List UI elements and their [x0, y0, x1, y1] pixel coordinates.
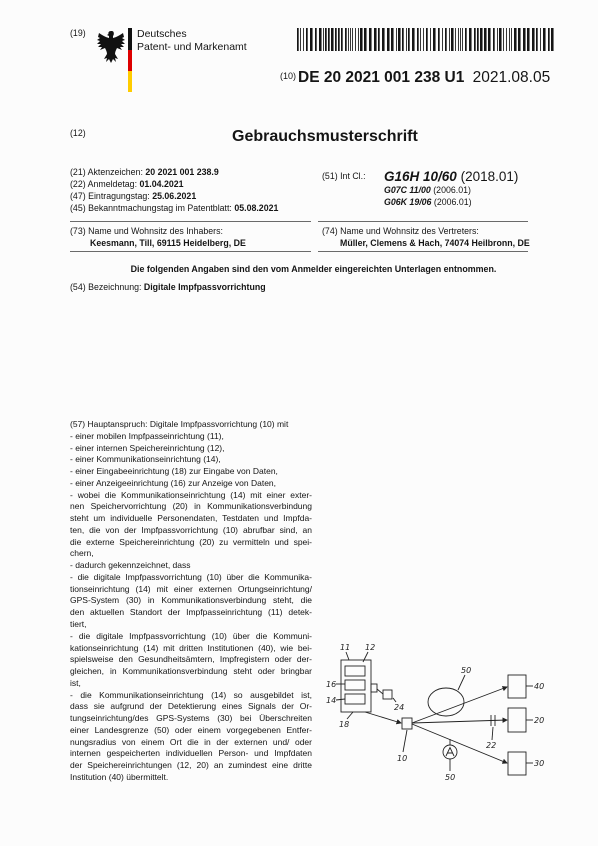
ipc-class [384, 196, 472, 208]
link-to-external-storage [412, 720, 507, 723]
barcode-bar [387, 28, 390, 51]
barcode-bar [402, 28, 404, 51]
flag-black-segment [128, 28, 132, 50]
barcode-bar [355, 28, 356, 51]
claim-line: - die Kommunikationseinrichtung (14) so ausgebildet ist, [70, 689, 312, 700]
office-name-line1: Deutsches [137, 28, 187, 40]
inid-code: (22) [70, 179, 86, 189]
barcode-bar [497, 28, 498, 51]
federal-eagle-icon [96, 29, 126, 65]
barcode-bar [462, 28, 463, 51]
barcode-bar [335, 28, 337, 51]
claim-line: nen Speichervorrichtung (20) in Kommunikationsverbindung [70, 501, 312, 512]
leader-22 [492, 727, 493, 740]
barcode-bar [548, 28, 550, 51]
ipc-version: (2006.01) [433, 197, 472, 207]
announcement-date-row [70, 202, 278, 214]
barcode-bar [506, 28, 507, 51]
barcode-bar [378, 28, 380, 51]
communication-unit-box [345, 694, 365, 704]
barcode-bar [442, 28, 443, 51]
inid-code: (73) [70, 226, 86, 236]
inid-code: (21) [70, 167, 86, 177]
ref-label-16: 16 [326, 680, 337, 689]
representative-box [318, 221, 528, 252]
flag-stripe [128, 28, 132, 92]
ipc-version: (2006.01) [433, 185, 471, 195]
claim-line: ist, [70, 677, 81, 688]
storage-unit-box [345, 666, 365, 676]
ipc-symbol: G07C 11/00 [384, 185, 431, 195]
barcode-bar [455, 28, 456, 51]
barcode-bar [315, 28, 317, 51]
announcement-date-value: 05.08.2021 [234, 203, 279, 213]
barcode-bar [420, 28, 421, 51]
claim-first-line [70, 419, 312, 431]
leader-12 [363, 652, 368, 662]
barcode-bar [480, 28, 483, 51]
barcode-bar [323, 28, 324, 51]
barcode-bar [445, 28, 447, 51]
barcode-bar [511, 28, 512, 51]
barcode-bar [433, 28, 436, 51]
ipc-main-class [384, 169, 518, 185]
claim-line: tionseinrichtung (14) mit einer externen Ortungseinrichtung/ [70, 583, 312, 594]
claim-line: tiert, [70, 619, 87, 630]
claim-line: - einer mobilen Impfpasseinrichtung (11), [70, 430, 224, 441]
inid-code: (57) [70, 419, 86, 429]
ref-label-22: 22 [486, 741, 497, 750]
barcode-bar [532, 28, 535, 51]
barcode-bar [350, 28, 351, 51]
claim-line: die externe Speichereinrichtung (20) zu vermitteln und spei- [70, 536, 312, 547]
institution-box [508, 675, 526, 698]
inid-code: (47) [70, 191, 86, 201]
representative-value: Müller, Clemens & Hach, 74074 Heilbronn, DE [340, 238, 530, 248]
barcode-bar [458, 28, 459, 51]
barcode-bar [364, 28, 367, 51]
barcode-bar [297, 28, 299, 51]
barcode-bar [484, 28, 487, 51]
leader-24 [393, 698, 396, 702]
ipc-label [322, 170, 366, 182]
office-name [137, 28, 247, 54]
barcode-bar [536, 28, 538, 51]
barcode-bar [406, 28, 407, 51]
barcode-bar [423, 28, 424, 51]
ref-label-30: 30 [534, 759, 545, 768]
inid-code: (54) [70, 282, 86, 292]
barcode-bar [398, 28, 401, 51]
claim-body [70, 431, 312, 784]
barcode-bar [328, 28, 330, 51]
barcode-bar [430, 28, 431, 51]
designation [70, 281, 266, 293]
filing-date-row [70, 178, 278, 190]
inid-code: (45) [70, 203, 86, 213]
port-connector [377, 689, 383, 694]
barcode-bar [391, 28, 394, 51]
eagle-silhouette [97, 31, 125, 63]
barcode-bar [352, 28, 353, 51]
inid-code-10: (10) [280, 71, 297, 81]
leader-14 [336, 699, 345, 700]
field-label: Aktenzeichen: [87, 167, 143, 177]
barcode-bar [518, 28, 521, 51]
border-ellipse [428, 688, 464, 716]
representative-label [322, 225, 479, 237]
claim-first-text: Digitale Impfpassvorrichtung (10) mit [149, 419, 289, 429]
barcode-bar [303, 28, 304, 51]
barcode-bar [374, 28, 377, 51]
ref-label-50-circle: 50 [445, 773, 456, 782]
ref-label-18: 18 [339, 720, 350, 729]
field-label: Eintragungstag: [88, 191, 150, 201]
ipc-symbol: G06K 19/06 [384, 197, 432, 207]
barcode-bar [493, 28, 495, 51]
claim-line: spielsweise den Gesundheitsämtern, Impfregistern oder der- [70, 654, 312, 665]
barcode-bar [426, 28, 428, 51]
file-number-value: 20 2021 001 238.9 [145, 167, 219, 177]
registration-date-value: 25.06.2021 [152, 191, 197, 201]
ipc-version: (2018.01) [460, 169, 519, 184]
bibliographic-data [70, 166, 278, 214]
barcode-bar [465, 28, 467, 51]
file-number-row [70, 166, 278, 178]
claim-line: chern, [70, 548, 94, 559]
barcode-bar [503, 28, 504, 51]
field-label: Hauptanspruch: [87, 419, 148, 429]
barcode-bar [449, 28, 450, 51]
claim-line: - einer Anzeigeeinrichtung (16) zur Anzeige von Daten, [70, 477, 277, 488]
claim-line: dass sie aufgrund der Detektierung eines Signals der Or- [70, 701, 312, 712]
claim-line: - einer Kommunikationseinrichtung (14), [70, 454, 221, 465]
barcode-bar [412, 28, 415, 51]
claim-line: - die digitale Impfpassvorrichtung (10) über die Kommuni- [70, 630, 312, 641]
barcode-bar [451, 28, 454, 51]
barcode [296, 28, 558, 51]
leader-18 [347, 712, 353, 719]
document-type-title: Gebrauchsmusterschrift [232, 128, 418, 145]
barcode-bar [396, 28, 397, 51]
ref-label-11: 11 [340, 643, 351, 652]
barcode-bar [382, 28, 385, 51]
claim-line: - einer Eingabeeinrichtung (18) zur Eingabe von Daten, [70, 466, 278, 477]
field-label: Bekanntmachungstag im Patentblatt: [88, 203, 232, 213]
barcode-bar [438, 28, 440, 51]
main-claim [70, 419, 312, 784]
barcode-bar [509, 28, 510, 51]
ipc-class [384, 184, 471, 196]
barcode-bar [325, 28, 327, 51]
ref-label-20: 20 [534, 716, 545, 725]
ref-label-24: 24 [394, 703, 405, 712]
inid-code: (51) [322, 171, 338, 181]
barcode-bar [474, 28, 476, 51]
barcode-bar [360, 28, 363, 51]
claim-line: Institution (40) übermittelt. [70, 771, 169, 782]
ipc-symbol: G16H 10/60 [384, 169, 457, 184]
barcode-bar [369, 28, 372, 51]
barcode-bar [310, 28, 313, 51]
barcode-bar [331, 28, 334, 51]
barcode-bar [358, 28, 359, 51]
claim-line: tungseinrichtung/des GPS-Systems (30) bei Überschreiten [70, 713, 312, 724]
field-label: Bezeichnung: [88, 282, 142, 292]
leader-11 [346, 652, 349, 660]
inid-code: (74) [322, 226, 338, 236]
claim-line: - einer internen Speichereinrichtung (12), [70, 442, 225, 453]
field-label: Int Cl.: [340, 171, 366, 181]
barcode-bar [488, 28, 491, 51]
flag-gold-segment [128, 71, 132, 92]
barcode-bar [499, 28, 502, 51]
claim-line: GPS-System (30) in Kommunikationsverbindung steht, die [70, 595, 312, 606]
device-port [371, 684, 377, 692]
ref-label-40: 40 [534, 682, 545, 691]
barcode-bar [523, 28, 526, 51]
barcode-bar [345, 28, 347, 51]
antenna-symbol [446, 748, 454, 757]
barcode-bar [551, 28, 554, 51]
claim-line: den aktuellen Standort der Impfpasseinrichtung (11) detek- [70, 607, 312, 618]
publication-number: DE 20 2021 001 238 U1 [298, 69, 465, 86]
field-label: Name und Wohnsitz des Inhabers: [88, 226, 223, 236]
flag-red-segment [128, 50, 132, 71]
field-label: Name und Wohnsitz des Vertreters: [340, 226, 479, 236]
barcode-bar [417, 28, 419, 51]
owner-value: Keesmann, Till, 69115 Heidelberg, DE [90, 238, 246, 248]
claim-line: ten, die von der Impfpassvorrichtung (10) abrufbar sind, an [70, 524, 312, 535]
barcode-bar [527, 28, 530, 51]
claim-line: gleichen, in Kommunikationsverbindung steht oder bringbar [70, 666, 312, 677]
office-name-line2: Patent- und Markenamt [137, 41, 247, 53]
publication-date: 2021.08.05 [472, 69, 551, 86]
barcode-bar [514, 28, 517, 51]
claim-line: kationseinrichtung (14) mit dritten Institutionen (40), wie bei- [70, 642, 312, 653]
designation-value: Digitale Impfpassvorrichtung [143, 282, 266, 292]
barcode-bar [460, 28, 461, 51]
barcode-bar [306, 28, 308, 51]
barcode-bar [338, 28, 340, 51]
leader-10 [403, 730, 407, 752]
barcode-bar [540, 28, 541, 51]
barcode-bar [469, 28, 472, 51]
ref-label-10: 10 [397, 754, 408, 763]
owner-box [70, 221, 311, 252]
owner-label [70, 225, 223, 237]
registration-date-row [70, 190, 278, 202]
filing-date-value: 01.04.2021 [139, 179, 184, 189]
claim-line: steht um individuelle Personendaten, Testdaten und Impfda- [70, 513, 312, 524]
barcode-bar [477, 28, 479, 51]
barcode-bar [300, 28, 301, 51]
publication-line [298, 69, 550, 87]
barcode-bar [408, 28, 410, 51]
ref-label-50-border: 50 [461, 666, 472, 675]
claim-line: - dadurch gekennzeichnet, dass [70, 560, 191, 571]
barcode-bar [348, 28, 349, 51]
claim-line: - die digitale Impfpassvorrichtung (10) über die Kommunika- [70, 571, 312, 582]
external-storage-box [508, 708, 526, 732]
barcode-bar [319, 28, 322, 51]
ref-label-12: 12 [365, 643, 376, 652]
field-label: Anmeldetag: [87, 179, 138, 189]
leader-50-top [458, 675, 465, 690]
network-node-box [402, 718, 412, 729]
element-24-box [383, 690, 392, 699]
applicant-notice: Die folgenden Angaben sind den vom Anmelder eingereichten Unterlagen entnommen. [130, 264, 497, 274]
inid-code-12: (12) [70, 128, 86, 138]
patent-drawing [325, 640, 550, 800]
ref-label-14: 14 [326, 696, 337, 705]
barcode-bar [543, 28, 546, 51]
inid-code-19: (19) [70, 28, 86, 38]
device-link [365, 712, 401, 723]
claim-line: internen gespeicherten individuellen Person- und Impfdaten [70, 748, 312, 759]
claim-line: der Speichereinrichtungen (12, 20) an zumindest eine dritte [70, 760, 312, 771]
display-unit-box [345, 680, 365, 690]
barcode-bar [341, 28, 343, 51]
gps-system-box [508, 752, 526, 775]
claim-line: - wobei die Kommunikationseinrichtung (14) mit einer exter- [70, 489, 312, 500]
claim-line: einer Landesgrenze (50) oder einem vorgegebenen Entfer- [70, 724, 312, 735]
claim-line: nungsradius von einem Ort die in der externen und/ oder [70, 736, 312, 747]
